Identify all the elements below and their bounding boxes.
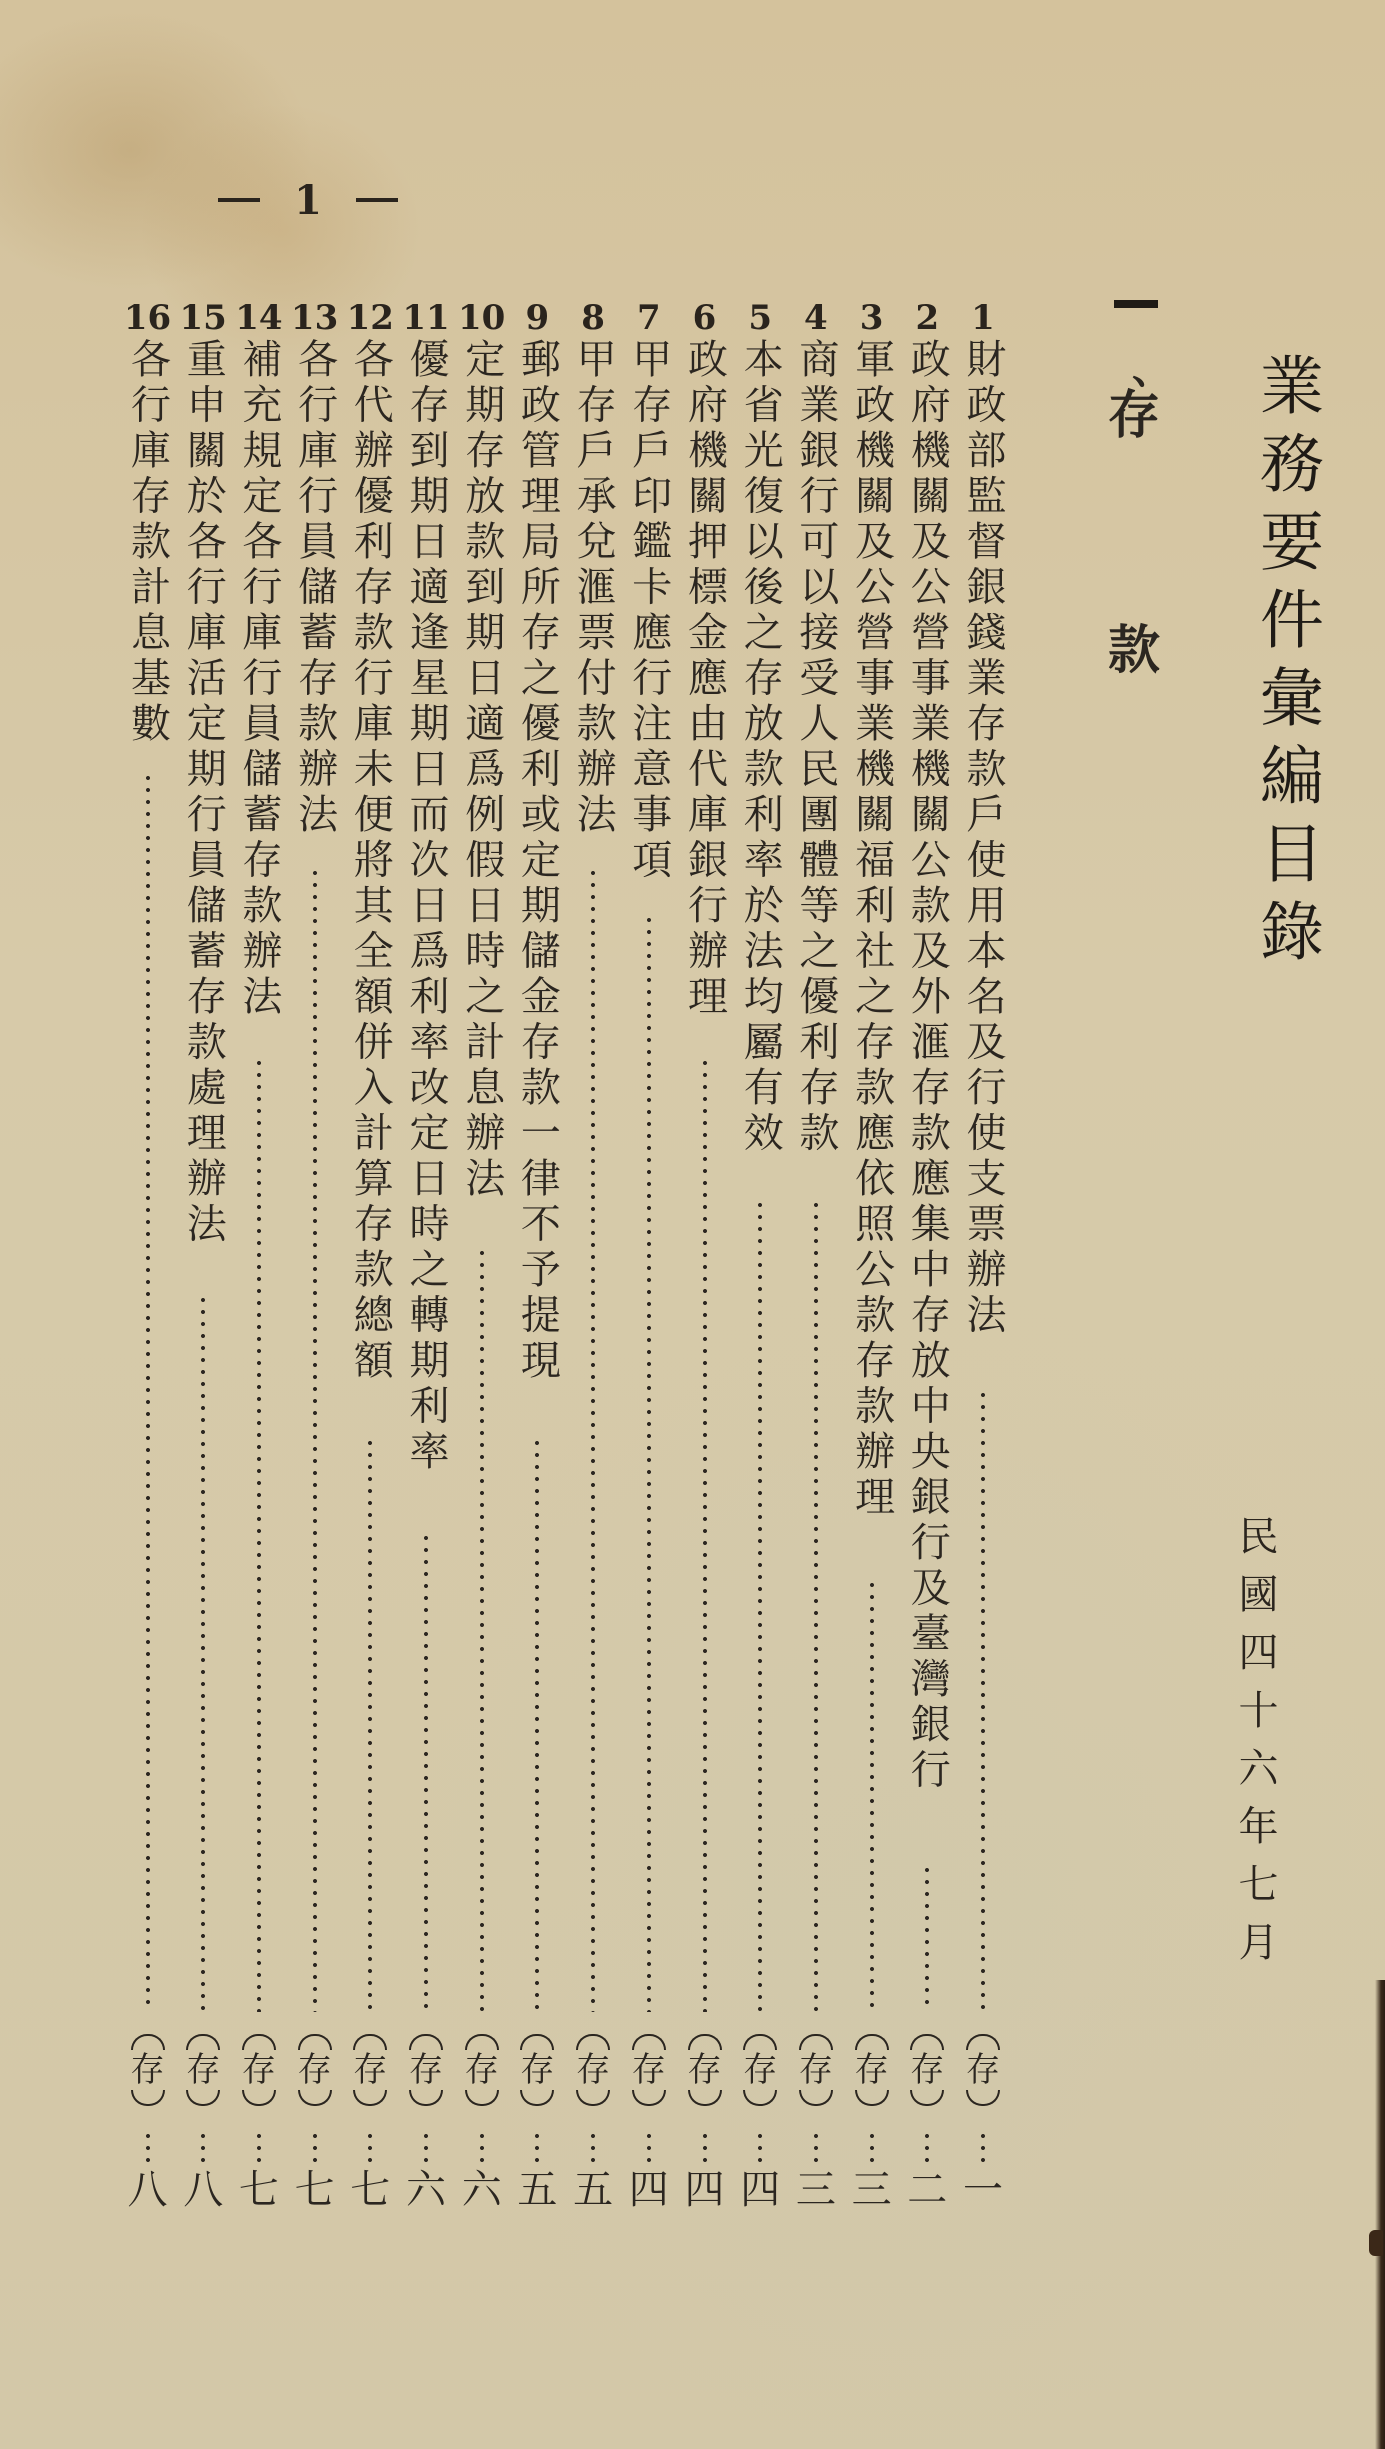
- entry-index: 16: [123, 298, 172, 338]
- category-label: 存: [464, 2050, 499, 2090]
- dot-leader-short: [981, 2130, 985, 2166]
- entry-page-number: 二: [907, 2167, 948, 2213]
- entry-index: 7: [636, 298, 661, 338]
- entry-page-number: 七: [294, 2167, 335, 2213]
- category-label: 存: [520, 2050, 555, 2090]
- entry-title: 軍政機關及公營事業機關福利社之存款應依照公款存款辦理: [848, 338, 895, 1521]
- category-label: 存: [966, 2050, 1000, 2090]
- entry-title: 各行庫存款計息基數: [124, 338, 171, 748]
- entry-page-number: 八: [183, 2167, 224, 2213]
- document-title: 業務要件彙編目錄: [1249, 352, 1323, 976]
- entry-index: 15: [179, 298, 227, 338]
- toc-entry[interactable]: [511, 298, 563, 2213]
- entry-title: 定期存放款到期日適爲例假日時之計息辦法: [458, 338, 505, 1203]
- entry-index: 6: [692, 298, 717, 338]
- paren-open: [353, 2034, 387, 2050]
- dot-leader: [925, 1864, 929, 2012]
- paren-open: [576, 2034, 610, 2050]
- paren-close: [855, 2090, 889, 2106]
- entry-page-number: 一: [963, 2167, 1003, 2213]
- category-label: 存: [910, 2050, 945, 2090]
- dot-leader-short: [535, 2130, 539, 2166]
- entry-title: 重申關於各行庫活定期行員儲蓄存款處理辦法: [180, 338, 227, 1248]
- paren-close: [743, 2090, 777, 2106]
- entry-index: 5: [748, 298, 773, 338]
- paren-close: [632, 2090, 666, 2106]
- entry-page-number: 六: [406, 2167, 446, 2213]
- paren-close: [520, 2090, 554, 2106]
- category-label: 存: [576, 2050, 611, 2090]
- category-marker: [179, 2015, 227, 2125]
- category-marker: [736, 2015, 784, 2125]
- dot-leader: [870, 1579, 874, 2012]
- page-number-header: [218, 178, 398, 222]
- dot-leader-short: [591, 2130, 595, 2166]
- paren-close: [298, 2090, 332, 2106]
- dot-leader-short: [424, 2130, 428, 2166]
- toc-entry[interactable]: [846, 298, 898, 2213]
- section-heading: [1108, 290, 1172, 690]
- dot-leader-short: [146, 2130, 150, 2166]
- category-label: 存: [241, 2050, 276, 2090]
- category-marker: [291, 2015, 339, 2125]
- paren-close: [688, 2090, 722, 2106]
- entry-page-number: 七: [238, 2167, 279, 2213]
- toc-entry[interactable]: [957, 298, 1009, 2213]
- entry-page-number: 七: [350, 2167, 391, 2213]
- category-marker: [792, 2015, 840, 2125]
- toc-entry[interactable]: [734, 298, 786, 2213]
- category-marker: [569, 2015, 617, 2125]
- entry-page-number: 四: [628, 2167, 669, 2213]
- toc-entry[interactable]: [344, 298, 396, 2213]
- paren-close: [186, 2090, 220, 2106]
- dot-leader: [703, 1057, 707, 2013]
- dot-leader: [814, 1199, 818, 2012]
- category-label: 存: [743, 2050, 778, 2090]
- dot-leader-short: [703, 2130, 707, 2166]
- dot-leader-short: [647, 2130, 651, 2166]
- dot-leader: [981, 1389, 985, 2012]
- paren-close: [576, 2090, 610, 2106]
- toc-entry[interactable]: [679, 298, 731, 2213]
- dot-leader: [424, 1532, 428, 2013]
- paren-open: [242, 2034, 276, 2050]
- entry-title: 本省光復以後之存放款利率於法均屬有效: [737, 338, 784, 1157]
- entry-index: 3: [859, 298, 884, 338]
- dot-leader: [758, 1199, 762, 2012]
- category-marker: [848, 2015, 896, 2125]
- toc-entry[interactable]: [567, 298, 619, 2213]
- entry-page-number: 五: [573, 2167, 614, 2213]
- dot-leader: [201, 1294, 205, 2012]
- entry-title: 甲存戶印鑑卡應行注意事項: [625, 338, 672, 884]
- category-marker: [681, 2015, 729, 2125]
- dot-leader-short: [313, 2130, 317, 2166]
- dot-leader: [591, 867, 595, 2013]
- category-marker: [625, 2015, 673, 2125]
- category-label: 存: [687, 2050, 722, 2090]
- paren-open: [298, 2034, 332, 2050]
- entry-index: 14: [235, 298, 283, 338]
- dash-left: [218, 198, 260, 202]
- paren-close: [966, 2090, 1000, 2106]
- category-marker: [402, 2015, 450, 2125]
- entry-index: 10: [458, 298, 506, 338]
- section-title-char-1: 存: [1108, 385, 1161, 446]
- entry-index: 13: [290, 298, 339, 338]
- dot-leader-short: [758, 2130, 762, 2166]
- entry-page-number: 六: [461, 2167, 502, 2213]
- section-separator: 、: [1132, 346, 1172, 393]
- entry-title: 郵政管理局所存之優利或定期儲金存款一律不予提現: [514, 338, 561, 1385]
- entry-page-number: 三: [795, 2167, 836, 2213]
- section-number-one: [1114, 300, 1158, 308]
- entry-index: 4: [804, 298, 828, 338]
- paren-open: [409, 2034, 443, 2050]
- dot-leader-short: [925, 2130, 929, 2166]
- paren-open: [688, 2034, 722, 2050]
- paren-open: [855, 2034, 889, 2050]
- category-label: 存: [353, 2050, 388, 2090]
- entry-title: 政府機關押標金應由代庫銀行辦理: [681, 338, 728, 1021]
- dash-right: [356, 198, 398, 202]
- category-label: 存: [631, 2050, 666, 2090]
- dot-leader-short: [368, 2130, 372, 2166]
- section-title-char-2: 款: [1108, 620, 1161, 681]
- paren-close: [910, 2090, 944, 2106]
- category-label: 存: [798, 2050, 833, 2090]
- category-marker: [513, 2015, 561, 2125]
- paren-open: [743, 2034, 777, 2050]
- publication-date: 民國四十六年七月: [1232, 1515, 1278, 1979]
- entry-index: 11: [402, 298, 450, 338]
- entry-title: 各行庫行員儲蓄存款辦法: [291, 338, 338, 839]
- entry-page-number: 八: [127, 2167, 168, 2213]
- toc-entry[interactable]: [901, 298, 953, 2213]
- paren-open: [799, 2034, 833, 2050]
- dot-leader-short: [870, 2130, 874, 2166]
- paren-open: [632, 2034, 666, 2050]
- paren-open: [966, 2034, 1000, 2050]
- entry-title: 優存到期日適逢星期日而次日爲利率改定日時之轉期利率: [403, 338, 449, 1476]
- paren-close: [465, 2090, 499, 2106]
- dot-leader-short: [257, 2130, 261, 2166]
- toc-entry[interactable]: [456, 298, 508, 2213]
- toc-entry[interactable]: [400, 298, 452, 2213]
- entry-title: 各代辦優利存款行庫未便將其全額併入計算存款總額: [347, 338, 394, 1385]
- entry-index: 2: [915, 298, 940, 338]
- paren-open: [131, 2034, 165, 2050]
- toc-entry[interactable]: [289, 298, 341, 2213]
- category-label: 存: [186, 2050, 221, 2090]
- page-number: 1: [294, 176, 322, 224]
- paren-open: [910, 2034, 944, 2050]
- paren-close: [131, 2090, 165, 2106]
- dot-leader: [146, 772, 150, 2013]
- entry-title: 政府機關及公營事業機關公款及外滙存款應集中存放中央銀行及臺灣銀行: [904, 338, 951, 1794]
- entry-index: 12: [346, 298, 394, 338]
- entry-index: 9: [525, 298, 550, 338]
- category-label: 存: [130, 2050, 165, 2090]
- toc-entry[interactable]: [790, 298, 842, 2213]
- category-label: 存: [854, 2050, 889, 2090]
- entry-page-number: 三: [851, 2167, 892, 2213]
- dot-leader: [368, 1437, 372, 2013]
- category-label: 存: [297, 2050, 332, 2090]
- toc-entry[interactable]: [177, 298, 229, 2213]
- category-marker: [959, 2015, 1007, 2125]
- entry-index: 1: [971, 298, 995, 338]
- paren-close: [353, 2090, 387, 2106]
- category-marker: [346, 2015, 394, 2125]
- toc-entry[interactable]: [122, 298, 174, 2213]
- category-marker: [124, 2015, 172, 2125]
- entry-index: 8: [581, 298, 605, 338]
- paren-open: [186, 2034, 220, 2050]
- category-label: 存: [409, 2050, 443, 2090]
- paren-open: [520, 2034, 554, 2050]
- binding-thread: [1369, 2230, 1383, 2256]
- dot-leader-short: [480, 2130, 484, 2166]
- category-marker: [903, 2015, 951, 2125]
- dot-leader: [257, 1057, 261, 2013]
- dot-leader-short: [201, 2130, 205, 2166]
- toc-entry[interactable]: [623, 298, 675, 2213]
- category-marker: [235, 2015, 283, 2125]
- entry-title: 商業銀行可以接受人民團體等之優利存款: [792, 338, 839, 1157]
- paren-close: [409, 2090, 443, 2106]
- paren-open: [465, 2034, 499, 2050]
- dot-leader: [535, 1437, 539, 2013]
- paren-close: [799, 2090, 833, 2106]
- dot-leader: [647, 914, 651, 2012]
- paren-close: [242, 2090, 276, 2106]
- dot-leader: [480, 1247, 484, 2013]
- book-spine-edge: [1375, 1980, 1385, 2449]
- entry-title: 財政部監督銀錢業存款戶使用本名及行使支票辦法: [960, 338, 1006, 1339]
- dot-leader: [313, 867, 317, 2013]
- entry-page-number: 四: [740, 2167, 781, 2213]
- entry-page-number: 五: [517, 2167, 558, 2213]
- entry-page-number: 四: [684, 2167, 725, 2213]
- toc-entry[interactable]: [233, 298, 285, 2213]
- entry-title: 補充規定各行庫行員儲蓄存款辦法: [235, 338, 282, 1021]
- category-marker: [458, 2015, 506, 2125]
- dot-leader-short: [814, 2130, 818, 2166]
- entry-title: 甲存戶承兌滙票付款辦法: [570, 338, 617, 839]
